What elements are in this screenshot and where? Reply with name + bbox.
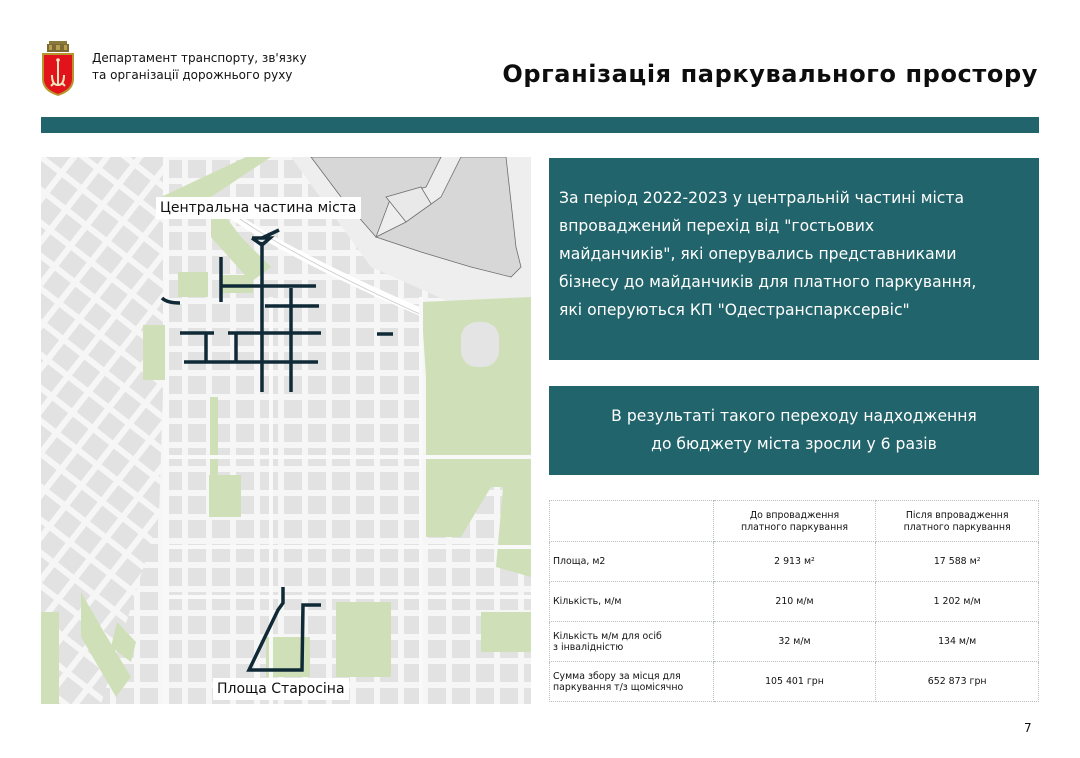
department-line-2: та організації дорожнього руху	[92, 68, 293, 82]
header-divider-bar	[41, 117, 1039, 133]
row-label-line: з інвалідністю	[553, 641, 624, 653]
result-panel	[549, 386, 1039, 475]
info-panel	[549, 158, 1039, 360]
value-after: 1 202 м/м	[876, 582, 1039, 622]
value-before: 105 401 грн	[713, 662, 876, 702]
row-label	[550, 582, 714, 622]
header-empty	[550, 501, 714, 542]
row-label-line: паркування т/з щомісячно	[553, 681, 684, 693]
row-label-line: Кількість м/м для осіб	[553, 630, 662, 642]
page-title: Організація паркувального простору	[502, 60, 1038, 88]
value-after: 652 873 грн	[876, 662, 1039, 702]
map-label-city-center: Центральна частина міста	[156, 197, 361, 219]
table-row	[550, 582, 1039, 622]
table-header-row	[550, 501, 1039, 542]
value-before: 210 м/м	[713, 582, 876, 622]
row-label-line: Кількість, м/м	[553, 596, 622, 607]
header-after-line-2: платного паркування	[903, 522, 1011, 533]
value-before: 32 м/м	[713, 622, 876, 662]
row-label	[550, 542, 714, 582]
header-before-line-1: До впровадження	[749, 510, 840, 521]
header-after-line-1: Після впровадження	[905, 510, 1009, 521]
map-label-staroseena-square: Площа Старосіна	[213, 678, 349, 700]
department-line-1: Департамент транспорту, зв'язку	[92, 51, 307, 65]
info-line: впроваджений перехід від "гостьових	[559, 217, 875, 235]
row-label-line: Площа, м2	[553, 556, 606, 567]
value-before: 2 913 м²	[713, 542, 876, 582]
info-line: бізнесу до майданчиків для платного паркування,	[559, 273, 977, 291]
department-name	[92, 50, 307, 84]
value-after: 17 588 м²	[876, 542, 1039, 582]
table-row	[550, 542, 1039, 582]
header-after	[876, 501, 1039, 542]
map-graphic	[41, 157, 531, 704]
page-number: 7	[1024, 721, 1032, 735]
result-line: В результаті такого переходу надходження	[611, 407, 977, 425]
row-label	[550, 662, 714, 702]
header-before	[713, 501, 876, 542]
header-before-line-2: платного паркування	[740, 522, 848, 533]
table-row	[550, 662, 1039, 702]
info-line: За період 2022-2023 у центральній частині міста	[559, 189, 965, 207]
odesa-coat-of-arms-icon	[40, 41, 76, 97]
comparison-table	[549, 500, 1039, 702]
value-after: 134 м/м	[876, 622, 1039, 662]
result-line: до бюджету міста зросли у 6 разів	[651, 435, 937, 453]
info-line: які оперуються КП "Одестранспарксервіс"	[559, 301, 910, 319]
row-label	[550, 622, 714, 662]
city-map	[41, 157, 531, 704]
row-label-line: Сумма збору за місця для	[553, 670, 681, 682]
table-row	[550, 622, 1039, 662]
info-line: майданчиків", які оперувались представниками	[559, 245, 957, 263]
